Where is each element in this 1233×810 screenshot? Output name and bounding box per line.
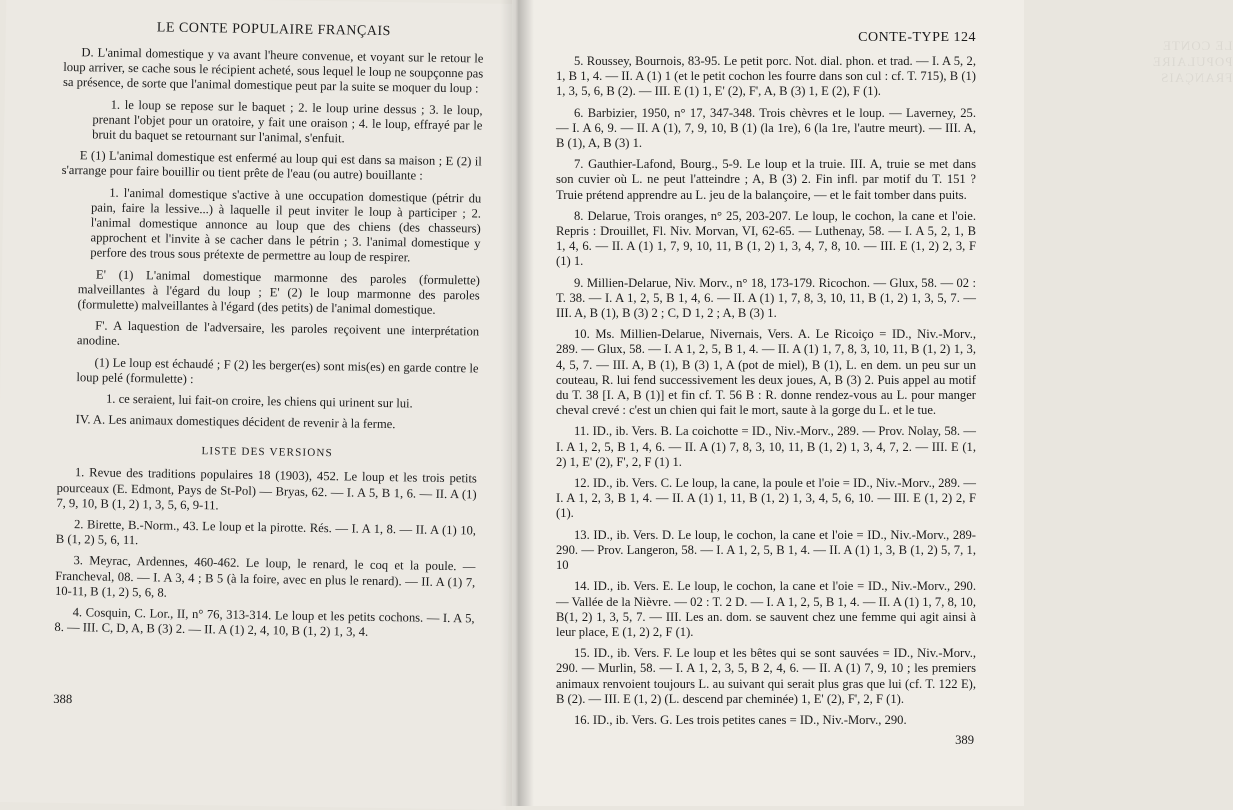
version-entry: 15. ID., ib. Vers. F. Le loup et les bêtes qui se sont sauvées = ID., Niv.-Morv., 290. — Murlin, 58. — I. A 1, 2, 3, 5, B 2, 4, 6. — II. A (1) 7, 9, 10 ; les premiers animaux renvoient toujours L. au suivant qui serait plus gras que lui (cf. T. 122 E), B (2). — III. E (1, 2) (L. descend par cheminée) 1, E' (2), F', 2, F (1). (556, 646, 976, 706)
version-entry: 7. Gauthier-Lafond, Bourg., 5-9. Le loup et la truie. III. A, truie se met dans son cuvier où L. ne peut l'atteindre ; A, B (3) 2. Fin infl. par motif du T. 151 ? Truie prétend apprendre au L. jeu de la balançoire, — et le fait tomber dans puits. (556, 157, 976, 202)
version-entry: 13. ID., ib. Vers. D. Le loup, le cochon, la cane et l'oie = ID., Niv.-Morv., 289-290. — Prov. Langeron, 58. — I. A 1, 2, 5, B 1, 4. — II. A (1) 1, 3, B (1, 2) 5, 7, 1, 10 (556, 527, 976, 573)
left-running-header: LE CONTE POPULAIRE FRANÇAIS (156, 20, 391, 40)
right-running-header: CONTE-TYPE 124 (858, 30, 976, 45)
version-entry: 14. ID., ib. Vers. E. Le loup, le cochon, la cane et l'oie = ID., Niv.-Morv., 290. — Vallée de la Nièvre. — 02 : T. 2 D. — I. A 1, 2, 5, B 1, 4. — II. A (1) 1, 7, 8, 10, B(1, 2) 1, 3, 5, 7. — III. Les an. dom. se sauvent chez une femme qui agit ainsi à leur place, E (1, 2) 2, F (1). (556, 579, 976, 639)
version-entry: 5. Roussey, Bournois, 83-95. Le petit porc. Not. dial. phon. et trad. — I. A 5, 2, 1, B 1, 4. — II. A (1) 1 (et le petit cochon les fourre dans son cul : cf. T. 715), B (1) 1, 3, 5, 6, B (2). — III. E (1) 1, E' (2), F', A, B (3) 1, E (2), F (1). (556, 54, 976, 99)
paragraph-d-list: 1. le loup se repose sur le baquet ; 2. le loup urine dessus ; 3. le loup, prenant l'objet pour un oratoire, y fait une oraison ; 4. le loup, effrayé par le bruit du baquet se retournant sur l'animal, s'enfuit. (92, 97, 483, 146)
bleed-through-header: LE CONTE POPULAIRE FRANÇAIS (1151, 38, 1233, 85)
list-title: LISTE DES VERSIONS (201, 445, 334, 460)
paragraph-e: E (1) L'animal domestique est enfermé au loup qui est dans sa maison ; E (2) il s'arrange pour faire bouillir ou tient prête de l'eau (ou autre) bouillante : (61, 148, 482, 184)
right-page-number: 389 (955, 733, 974, 747)
paragraph-f: (1) Le loup est échaudé ; F (2) les berger(es) sont mis(es) en garde contre le loup pelé (formulette) : (76, 355, 479, 386)
version-entry: 10. Ms. Millien-Delarue, Nivernais, Vers. A. Le Ricoiço = ID., Niv.-Morv., 289. — Glux, 58. — I. A 1, 2, 5, B 1, 4. — II. A (1) 1, 7, 8, 3, 10, 11, B (1, 2) 1, 3, 4, 5, 7. — III. A, B (1), B (3) 1, A (pot de miel), B (1), L. en dem. un peu sur un couteau, R. lui fend successivement les deux joues, A, B (3) 2. Puis appel au motif du T. 38 [I. A, B (1)] et fin cf. T. 56 B : R. donne rendez-vous au L. pour manger cheval crevé : c'est un chien qui fait le mort, saute à la gorge du L. et le tue. (556, 327, 976, 418)
version-entry: 1. Revue des traditions populaires 18 (1903), 452. Le loup et les trois petits pourceaux (E. Edmont, Pays de St-Pol) — Bryas, 62. — I. A 5, B 1, 6. — II. A (1) 7, 9, 10, B (1, 2) 1, 3, 5, 6, 9-11. (56, 465, 477, 513)
version-entry: 12. ID., ib. Vers. C. Le loup, la cane, la poule et l'oie = ID., Niv.-Morv., 289. — I. A 1, 2, 3, B 1, 4. — II. A (1) 1, 11, B (1, 2) 1, 3, 4, 5, 6, 10. — III. E (1, 2) 2, F (1). (556, 476, 976, 521)
version-entry: 9. Millien-Delarue, Niv. Morv., n° 18, 173-179. Ricochon. — Glux, 58. — 02 : T. 38. — I. A 1, 2, 5, B 1, 4, 6. — II. A (1) 1, 7, 8, 3, 10, 11, B (1, 2) 1, 3, 5, 7. — III. A, B (1), B (3) 2 ; C, D 1, 2 ; A, B (3) 1. (556, 275, 976, 321)
paragraph-e-list: 1. l'animal domestique s'active à une occupation domestique (pétrir du pain, faire la lessive...) à laquelle il peut inviter le loup à participer ; 2. l'animal domestique annonce au loup que des chiens (des chasseurs) approchent et l'invite à se cacher dans le pétrin ; 3. l'animal domestique y perfore des trous sous prétexte de permettre au loup de respirer. (90, 185, 482, 265)
left-page (0, 0, 518, 810)
left-page-number: 388 (53, 691, 73, 707)
paragraph-e-prime: E' (1) L'animal domestique marmonne des paroles (formulette) malveillantes à l'égard du loup ; E' (2) le loup marmonne des paroles (formulette) malveillantes à l'égard (des petits) de l'animal domestique. (77, 267, 481, 317)
version-entry: 16. ID., ib. Vers. G. Les trois petites canes = ID., Niv.-Morv., 290. (574, 712, 907, 727)
right-page (512, 0, 1233, 806)
version-entry: 2. Birette, B.-Norm., 43. Le loup et la pirotte. Rés. — I. A 1, 8. — II. A (1) 10, B (1, 2) 5, 6, 11. (55, 517, 477, 548)
version-entry: 4. Cosquin, C. Lor., II, n° 76, 313-314. Le loup et les petits cochons. — I. A 5, 8. — III. C, D, A, B (3) 2. — II. A (1) 2, 4, 10, B (1, 2) 1, 3, 4. (54, 605, 475, 640)
paragraph-f-list: 1. ce seraient, lui fait-on croire, les chiens qui urinent sur lui. (105, 391, 413, 411)
version-entry: 8. Delarue, Trois oranges, n° 25, 203-207. Le loup, le cochon, la cane et l'oie. Repris : Drouillet, Fl. Niv. Morvan, VI, 62-65. — Luthenay, 58. — I. A 5, 2, 1, B 1, 4, 6. — II. A (1) 1, 7, 9, 10, 11, B (1, 2) 1, 3, 4, 7, 8, 10. — III. E (1, 2) 2, 3, F (1) 1. (556, 208, 976, 269)
version-entry: 3. Meyrac, Ardennes, 460-462. Le loup, le renard, le coq et la poule. — Francheval, 08. — I. A 3, 4 ; B 5 (à la foire, avec en plus le renard). — II. A (1) 7, 10-11, B (1, 2) 5, 6, 8. (54, 553, 476, 600)
paragraph-d: D. L'animal domestique y va avant l'heure convenue, et voyant sur le retour le loup arriver, se cache sous le récipient acheté, sous lequel le loup ne soupçonne pas sa présence, de sorte que l'animal domestique peut par la suite se moquer du loup : (62, 45, 484, 96)
paragraph-f-prime: F'. A laquestion de l'adversaire, les paroles reçoivent une interprétation anodine. (76, 318, 480, 349)
version-entry: 6. Barbizier, 1950, n° 17, 347-348. Trois chèvres et le loup. — Laverney, 25. — I. A 6, 9. — II. A (1), 7, 9, 10, B (1) (la 1re), 6 (la 1re, l'autre meurt). — III. A, B (1), A, B (3) 1. (556, 105, 976, 151)
version-entry: 11. ID., ib. Vers. B. La coichotte = ID., Niv.-Morv., 289. — Prov. Nolay, 58. — I. A 1, 2, 5, B 1, 4, 6. — II. A (1) 7, 8, 3, 10, 11, B (1, 2) 1, 3, 4, 7, 2. — III. E (1, 2) 1, E' (2), F', 2, F (1) 1. (556, 424, 976, 469)
paragraph-iv: IV. A. Les animaux domestiques décident de revenir à la ferme. (75, 412, 396, 432)
